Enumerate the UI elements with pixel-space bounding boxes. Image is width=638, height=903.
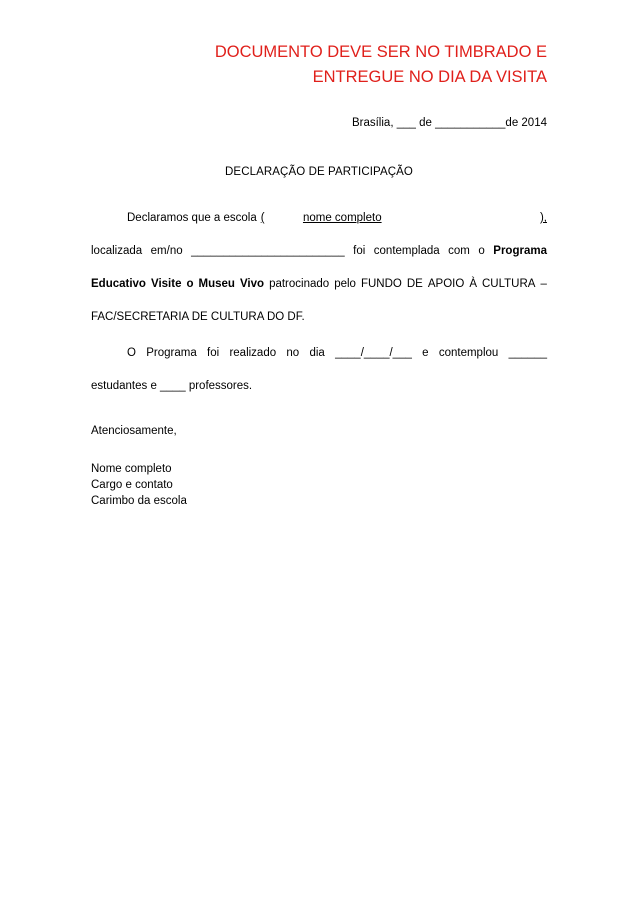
word: patrocinado	[269, 278, 330, 290]
school-field-label: nome completo	[302, 212, 382, 224]
word: contemplou	[438, 347, 499, 359]
program-name-bold: Vivo	[239, 278, 265, 290]
word: contemplada	[373, 245, 440, 257]
document-title: DECLARAÇÃO DE PARTICIPAÇÃO	[225, 166, 413, 178]
word: APOIO	[427, 278, 465, 290]
declaration-paragraph	[91, 212, 547, 322]
signature-block	[91, 461, 187, 509]
school-name-field	[261, 212, 547, 224]
word: DE	[406, 278, 423, 290]
program-name-bold: Programa	[493, 245, 547, 257]
program-name-bold: Educativo	[91, 278, 146, 290]
word: dia	[309, 347, 325, 359]
paragraph1-line4	[91, 311, 547, 323]
signature-name: Nome completo	[91, 463, 172, 475]
word: CULTURA	[482, 278, 536, 290]
signature-role: Cargo e contato	[91, 479, 173, 491]
word: pelo	[334, 278, 356, 290]
school-prefix: Declaramos que a escola	[127, 212, 257, 224]
location-blank: ________________________	[191, 245, 345, 257]
word: foi	[207, 347, 220, 359]
word: em/no	[150, 245, 183, 257]
paragraph1-line3	[91, 278, 547, 290]
program-details-paragraph	[91, 347, 547, 397]
paragraph2-line1	[127, 347, 547, 359]
word: localizada	[91, 245, 143, 257]
participants-text: estudantes e ____ professores.	[91, 380, 253, 392]
word: –	[540, 278, 547, 290]
closing-salutation: Atenciosamente,	[91, 425, 177, 437]
word: realizado	[229, 347, 277, 359]
word: FUNDO	[360, 278, 402, 290]
date-line: Brasília, ___ de ___________de 2014	[351, 117, 547, 129]
students-count-blank: ______	[508, 347, 547, 359]
word: Programa	[146, 347, 197, 359]
word: foi	[353, 245, 366, 257]
paragraph1-line2	[91, 245, 547, 257]
word: no	[286, 347, 300, 359]
notice-line-1: DOCUMENTO DEVE SER NO TIMBRADO E	[214, 43, 547, 61]
program-name-bold: Museu	[198, 278, 235, 290]
letterhead-notice	[127, 40, 547, 90]
word: O	[127, 347, 136, 359]
word: o	[478, 245, 485, 257]
word: e	[422, 347, 429, 359]
word: À	[469, 278, 477, 290]
program-name-bold: Visite	[150, 278, 182, 290]
word: com	[448, 245, 470, 257]
sponsor-text: FAC/SECRETARIA DE CULTURA DO DF.	[91, 311, 305, 323]
program-name-bold: o	[186, 278, 194, 290]
signature-stamp: Carimbo da escola	[91, 495, 187, 507]
visit-date-blank: ____/____/___	[335, 347, 412, 359]
paragraph2-line2	[91, 380, 547, 392]
notice-line-2: ENTREGUE NO DIA DA VISITA	[312, 68, 547, 86]
paragraph1-line1	[127, 212, 547, 224]
school-close-paren: ),	[539, 212, 547, 224]
school-open-paren: (	[260, 212, 265, 224]
